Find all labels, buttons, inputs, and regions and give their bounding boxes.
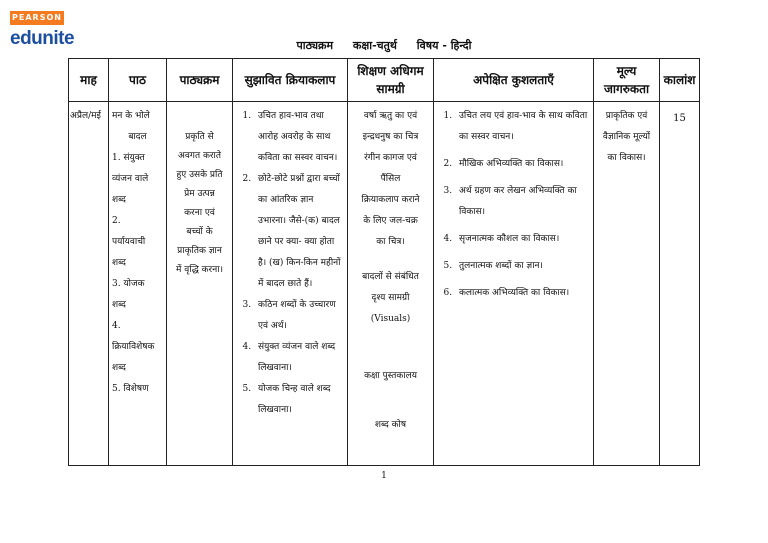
table-header-row [69,59,700,102]
activity-item: 3. कठिन शब्दों के उच्चारण एवं अर्थ। [254,295,344,337]
skills-cell [434,102,594,466]
material-dictionary: शब्द कोष [374,420,407,430]
skill-item: 4. सृजनात्मक कौशल का विकास। [455,229,590,250]
syllabus-line: में वृद्धि करना। [176,265,223,275]
col-header-syllabus: पाठ्यक्रम [167,59,233,102]
lesson-line: 5. विशेषण [112,384,149,394]
skill-item: 2. मौखिक अभिव्यक्ति का विकास। [455,154,590,175]
activity-item: 1. उचित हाव-भाव तथा आरोह अवरोह के साथ कविता का सस्वर वाचन। [254,106,344,169]
material-line: इन्द्रधनुष का चित्र [362,132,419,142]
material-line: का चित्र। [376,237,405,247]
material-line: क्रियाकलाप कराने [361,195,420,205]
col-header-periods: कालांश [660,59,700,102]
col-header-values: मूल्य जागरुकता [594,59,660,102]
periods-cell: 15 [660,102,700,466]
skill-item: 6. कलात्मक अभिव्यक्ति का विकास। [455,283,590,304]
values-line: का विकास। [607,153,646,163]
material-line: वर्षा ऋतु का एवं [363,111,418,121]
table-row [69,102,700,466]
syllabus-line: प्रकृति से [185,132,214,142]
lesson-line: पर्यायवाची [112,237,146,247]
syllabus-line: हुए उसके प्रति [176,170,223,180]
material-line: (Visuals) [370,314,411,324]
values-line: वैज्ञानिक मूल्यों [602,132,651,142]
syllabus-line: प्राकृतिक ज्ञान [177,246,222,256]
lesson-line: बादल [128,132,147,142]
skill-item: 3. अर्थ ग्रहण कर लेखन अभिव्यक्ति का विकास। [455,181,590,223]
pearson-logo: PEARSON [10,11,64,25]
lesson-cell [109,102,167,466]
syllabus-line: बच्चों के [186,227,213,237]
lesson-line: शब्द [112,300,126,310]
material-line: दृश्य सामग्री [371,293,410,303]
activity-item: 4. संयुक्त व्यंजन वाले शब्द लिखवाना। [254,337,344,379]
curriculum-table [68,58,700,466]
col-header-skills: अपेक्षित कुशलताएँ [434,59,594,102]
curriculum-label: पाठ्यक्रम [296,39,334,52]
skill-item: 1. उचित लय एवं हाव-भाव के साथ कविता का सस्वर वाचन। [455,106,590,148]
col-header-activities: सुझावित क्रियाकलाप [233,59,348,102]
skill-item: 5. तुलनात्मक शब्दों का ज्ञान। [455,256,590,277]
lesson-line: शब्द [112,363,126,373]
syllabus-cell [167,102,233,466]
values-line: प्राकृतिक एवं [605,111,648,121]
activities-cell [233,102,348,466]
class-label: कक्षा-चतुर्थ [352,39,397,52]
skills-list [437,106,590,304]
page-number: 1 [381,471,387,481]
syllabus-line: करना एवं [184,208,215,218]
lesson-line: मन के भोले [112,111,150,121]
edunite-text: edunite [10,28,75,49]
col-header-month: माह [69,59,109,102]
lesson-line: 1. संयुक्त [112,153,145,163]
lesson-line: 4. [112,321,121,331]
material-line: के लिए जल-चक्र [363,216,418,226]
activity-item: 2. छोटे-छोटे प्रश्नों द्वारा बच्चों का आंतरिक ज्ञान उभारना। जैसे-(क) बादल छाने पर क्या- क्या होता है। (ख) किन-किन महीनों में बादल छाते हैं। [254,169,344,295]
syllabus-line: प्रेम उत्पन्न [184,189,215,199]
material-line: बादलों से संबंधित [362,272,419,282]
lesson-line: 3. योजक [112,279,145,289]
col-header-lesson: पाठ [109,59,167,102]
month-cell: अप्रैल/मई [69,102,109,466]
activities-list [236,106,344,421]
syllabus-line: अवगत कराते [178,151,221,161]
col-header-materials: शिक्षण अधिगम सामग्री [348,59,434,102]
material-library: कक्षा पुस्तकालय [364,371,417,381]
lesson-line: क्रियाविशेषक [112,342,155,352]
material-line: पैंसिल [380,174,401,184]
lesson-line: शब्द [112,258,126,268]
lesson-line: व्यंजन वाले [112,174,149,184]
document-header [0,38,768,53]
values-cell [594,102,660,466]
subject-label: विषय - हिन्दी [416,39,472,52]
activity-item: 5. योजक चिन्ह वाले शब्द लिखवाना। [254,379,344,421]
materials-cell [348,102,434,466]
lesson-line: शब्द [112,195,126,205]
material-line: रंगीन कागज एवं [364,153,417,163]
lesson-line: 2. [112,216,121,226]
